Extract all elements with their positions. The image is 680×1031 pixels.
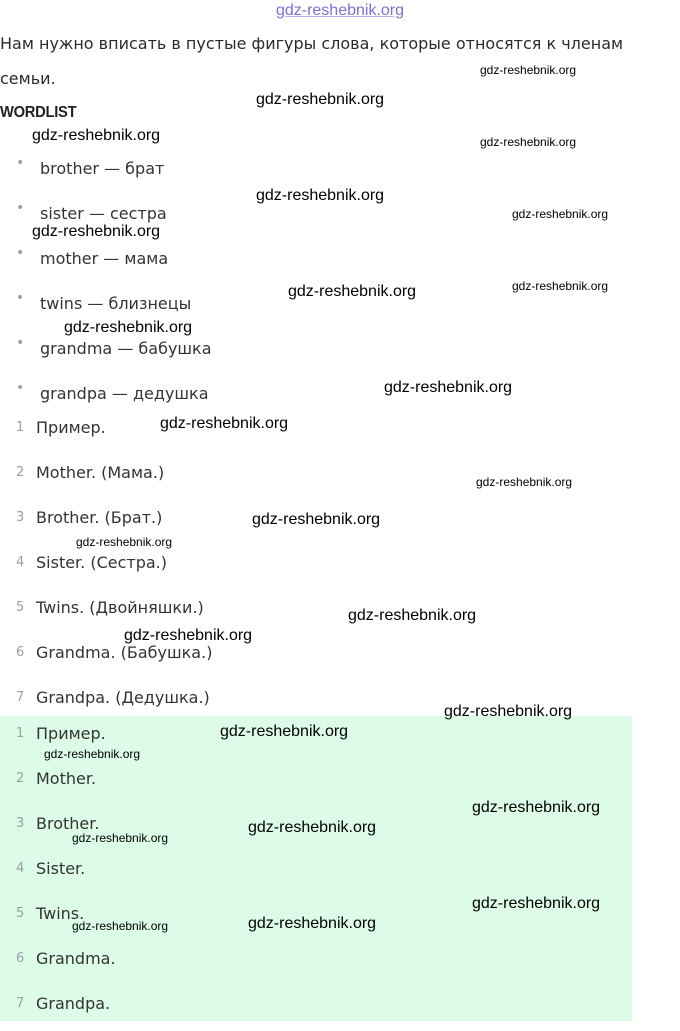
answer-list [0, 716, 632, 1031]
watermark: gdz-reshebnik.org [288, 283, 417, 300]
watermark: gdz-reshebnik.org [44, 747, 141, 761]
list-item [0, 410, 632, 455]
bullet-icon: • [16, 380, 25, 396]
watermark: gdz-reshebnik.org [124, 627, 253, 644]
watermark: gdz-reshebnik.org [32, 223, 161, 240]
watermark: gdz-reshebnik.org [32, 127, 161, 144]
item-number: 5 [16, 600, 25, 615]
watermark: gdz-reshebnik.org [64, 319, 193, 336]
wordlist [0, 147, 640, 417]
item-text: Grandpa. (Дедушка.) [36, 688, 210, 707]
watermark: gdz-reshebnik.org [444, 703, 573, 720]
answer-text: Twins. [36, 904, 85, 923]
answer-text: Grandpa. [36, 994, 111, 1013]
numbered-translation-list [0, 410, 632, 725]
item-number: 2 [16, 771, 25, 786]
list-item [0, 545, 632, 590]
list-item [0, 590, 632, 635]
watermark: gdz-reshebnik.org [72, 919, 169, 933]
bullet-icon: • [16, 245, 25, 261]
watermark: gdz-reshebnik.org [480, 63, 577, 77]
wordlist-item-text: mother — мама [40, 249, 169, 268]
watermark: gdz-reshebnik.org [472, 895, 601, 912]
watermark: gdz-reshebnik.org [480, 135, 577, 149]
wordlist-item-text: grandma — бабушка [40, 339, 212, 358]
watermark: gdz-reshebnik.org [512, 207, 609, 221]
wordlist-item-text: brother — брат [40, 159, 165, 178]
bullet-icon: • [16, 200, 25, 216]
answer-item [0, 761, 632, 806]
watermark: gdz-reshebnik.org [252, 511, 381, 528]
watermark: gdz-reshebnik.org [512, 279, 609, 293]
bullet-icon: • [16, 155, 25, 171]
wordlist-item [0, 327, 640, 372]
wordlist-item-text: grandpa — дедушка [40, 384, 209, 403]
item-text: Mother. (Мама.) [36, 463, 165, 482]
answer-item [0, 941, 632, 986]
list-item [0, 635, 632, 680]
watermark: gdz-reshebnik.org [256, 91, 385, 108]
wordlist-item-text: twins — близнецы [40, 294, 192, 313]
wordlist-heading: WORDLIST [0, 104, 77, 121]
item-text: Brother. (Брат.) [36, 508, 163, 527]
item-text: Sister. (Сестра.) [36, 553, 167, 572]
item-number: 5 [16, 906, 25, 921]
item-number: 1 [16, 420, 25, 435]
answer-item [0, 851, 632, 896]
task-description: Нам нужно вписать в пустые фигуры слова, которые относятся к членам семьи. [0, 34, 624, 88]
wordlist-item [0, 147, 640, 192]
item-number: 4 [16, 555, 25, 570]
wordlist-item [0, 282, 640, 327]
item-number: 2 [16, 465, 25, 480]
wordlist-item [0, 192, 640, 237]
answer-box [0, 716, 632, 1021]
watermark: gdz-reshebnik.org [472, 799, 601, 816]
answer-item [0, 806, 632, 851]
watermark: gdz-reshebnik.org [476, 475, 573, 489]
item-text: Grandma. (Бабушка.) [36, 643, 213, 662]
list-item [0, 455, 632, 500]
item-text: Twins. (Двойняшки.) [36, 598, 204, 617]
watermark: gdz-reshebnik.org [72, 831, 169, 845]
item-number: 3 [16, 510, 25, 525]
watermark: gdz-reshebnik.org [220, 723, 349, 740]
wordlist-item-text: sister — сестра [40, 204, 167, 223]
site-link[interactable]: gdz-reshebnik.org [275, 2, 405, 19]
watermark: gdz-reshebnik.org [248, 819, 377, 836]
answer-text: Пример. [36, 724, 106, 743]
watermark: gdz-reshebnik.org [248, 915, 377, 932]
wordlist-item [0, 237, 640, 282]
item-number: 7 [16, 996, 25, 1011]
bullet-icon: • [16, 290, 25, 306]
list-item [0, 500, 632, 545]
item-number: 6 [16, 951, 25, 966]
answer-item [0, 716, 632, 761]
item-text: Пример. [36, 418, 106, 437]
answer-text: Mother. [36, 769, 97, 788]
watermark: gdz-reshebnik.org [348, 607, 477, 624]
watermark: gdz-reshebnik.org [76, 535, 173, 549]
item-number: 6 [16, 645, 25, 660]
item-number: 4 [16, 861, 25, 876]
bullet-icon: • [16, 335, 25, 351]
answer-item [0, 896, 632, 941]
answer-item [0, 986, 632, 1031]
watermark: gdz-reshebnik.org [384, 379, 513, 396]
item-number: 3 [16, 816, 25, 831]
watermark: gdz-reshebnik.org [256, 187, 385, 204]
watermark: gdz-reshebnik.org [160, 415, 289, 432]
item-number: 7 [16, 690, 25, 705]
answer-text: Brother. [36, 814, 100, 833]
answer-text: Sister. [36, 859, 86, 878]
answer-text: Grandma. [36, 949, 116, 968]
item-number: 1 [16, 726, 25, 741]
